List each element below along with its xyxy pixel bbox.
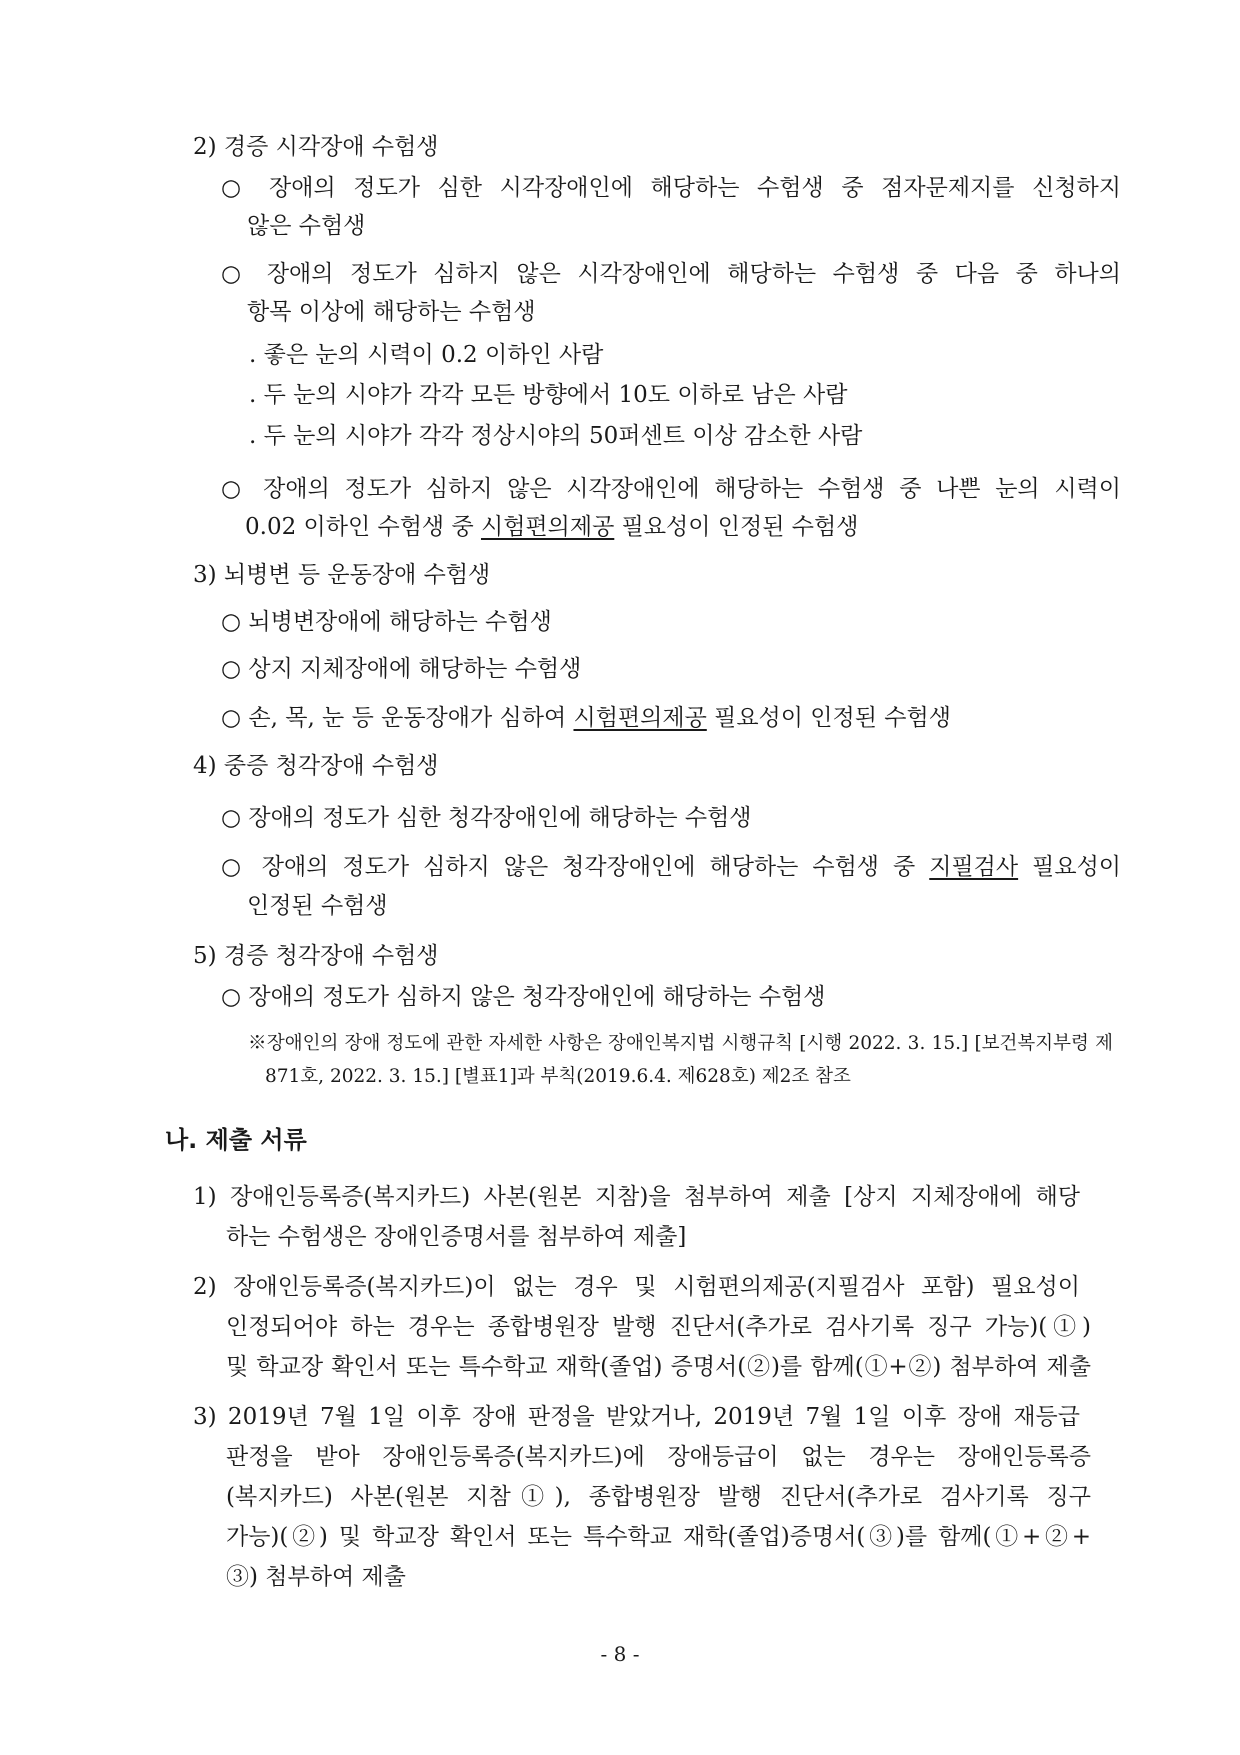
sec2-bullet-1-line-1: ○ 장애의 정도가 심한 시각장애인에 해당하는 수험생 중 점자문제지를 신청하지 — [221, 175, 1121, 201]
underlined-term: 시험편의제공 — [573, 705, 707, 731]
sec2-bullet-3-line-1: ○ 장애의 정도가 심하지 않은 시각장애인에 해당하는 수험생 중 나쁜 눈의 시력이 — [221, 476, 1121, 502]
note-line-1: ※장애인의 장애 정도에 관한 자세한 사항은 장애인복지법 시행규칙 [시행 2022. 3. 15.] [보건복지부령 제 — [248, 1033, 1113, 1054]
sec2-criterion-1: . 좋은 눈의 시력이 0.2 이하인 사람 — [249, 342, 604, 368]
section-4-title: 4) 중증 청각장애 수험생 — [193, 753, 439, 779]
sec5-bullet-1: ○ 장애의 정도가 심하지 않은 청각장애인에 해당하는 수험생 — [221, 984, 826, 1010]
section-2-title: 2) 경증 시각장애 수험생 — [193, 134, 439, 160]
section-5-title: 5) 경증 청각장애 수험생 — [193, 943, 439, 969]
docs-item-3-line-3: (복지카드) 사본(원본 지참①), 종합병원장 발행 진단서(추가로 검사기록 징구 — [226, 1484, 1091, 1510]
docs-item-3-line-4: 가능)(②) 및 학교장 확인서 또는 특수학교 재학(졸업)증명서(③)를 함께(①+②+ — [226, 1524, 1091, 1550]
sec4-bullet-2-line-1: ○ 장애의 정도가 심하지 않은 청각장애인에 해당하는 수험생 중 지필검사 필요성이 — [221, 854, 1121, 880]
note-line-2: 871호, 2022. 3. 15.] [별표1]과 부칙(2019.6.4. 제628호) 제2조 참조 — [265, 1066, 851, 1087]
sec2-bullet-3-line-2: 0.02 이하인 수험생 중 시험편의제공 필요성이 인정된 수험생 — [245, 514, 859, 540]
sec3-bullet-2: ○ 상지 지체장애에 해당하는 수험생 — [221, 656, 582, 682]
sec2-bullet-1-line-2: 않은 수험생 — [247, 213, 366, 239]
section-heading-documents: 나. 제출 서류 — [165, 1126, 307, 1154]
section-3-title: 3) 뇌병변 등 운동장애 수험생 — [193, 562, 491, 588]
page-number: - 8 - — [600, 1642, 640, 1666]
underlined-term: 지필검사 — [929, 854, 1019, 880]
sec2-criterion-3: . 두 눈의 시야가 각각 정상시야의 50퍼센트 이상 감소한 사람 — [249, 423, 863, 449]
sec3-bullet-1: ○ 뇌병변장애에 해당하는 수험생 — [221, 609, 552, 635]
docs-item-3-line-2: 판정을 받아 장애인등록증(복지카드)에 장애등급이 없는 경우는 장애인등록증 — [226, 1444, 1091, 1470]
docs-item-1-line-2: 하는 수험생은 장애인증명서를 첨부하여 제출] — [226, 1224, 687, 1250]
sec4-bullet-2-line-2: 인정된 수험생 — [247, 893, 388, 919]
docs-item-3-line-5: ③) 첨부하여 제출 — [226, 1564, 406, 1590]
sec2-bullet-2-line-2: 항목 이상에 해당하는 수험생 — [247, 299, 536, 325]
docs-item-2-line-1: 2) 장애인등록증(복지카드)이 없는 경우 및 시험편의제공(지필검사 포함) 필요성이 — [193, 1274, 1080, 1300]
sec2-criterion-2: . 두 눈의 시야가 각각 모든 방향에서 10도 이하로 남은 사람 — [249, 382, 848, 408]
sec2-bullet-2-line-1: ○ 장애의 정도가 심하지 않은 시각장애인에 해당하는 수험생 중 다음 중 하나의 — [221, 261, 1121, 287]
docs-item-1-line-1: 1) 장애인등록증(복지카드) 사본(원본 지참)을 첨부하여 제출 [상지 지체장애에 해당 — [193, 1184, 1080, 1210]
docs-item-3-line-1: 3) 2019년 7월 1일 이후 장애 판정을 받았거나, 2019년 7월 1일 이후 장애 재등급 — [193, 1404, 1080, 1430]
underlined-term: 시험편의제공 — [480, 514, 615, 540]
sec3-bullet-3: ○ 손, 목, 눈 등 운동장애가 심하여 시험편의제공 필요성이 인정된 수험생 — [221, 705, 951, 731]
sec4-bullet-1: ○ 장애의 정도가 심한 청각장애인에 해당하는 수험생 — [221, 805, 752, 831]
docs-item-2-line-2: 인정되어야 하는 경우는 종합병원장 발행 진단서(추가로 검사기록 징구 가능)(①) — [226, 1314, 1091, 1340]
docs-item-2-line-3: 및 학교장 확인서 또는 특수학교 재학(졸업) 증명서(②)를 함께(①+②) 첨부하여 제출 — [226, 1354, 1091, 1380]
